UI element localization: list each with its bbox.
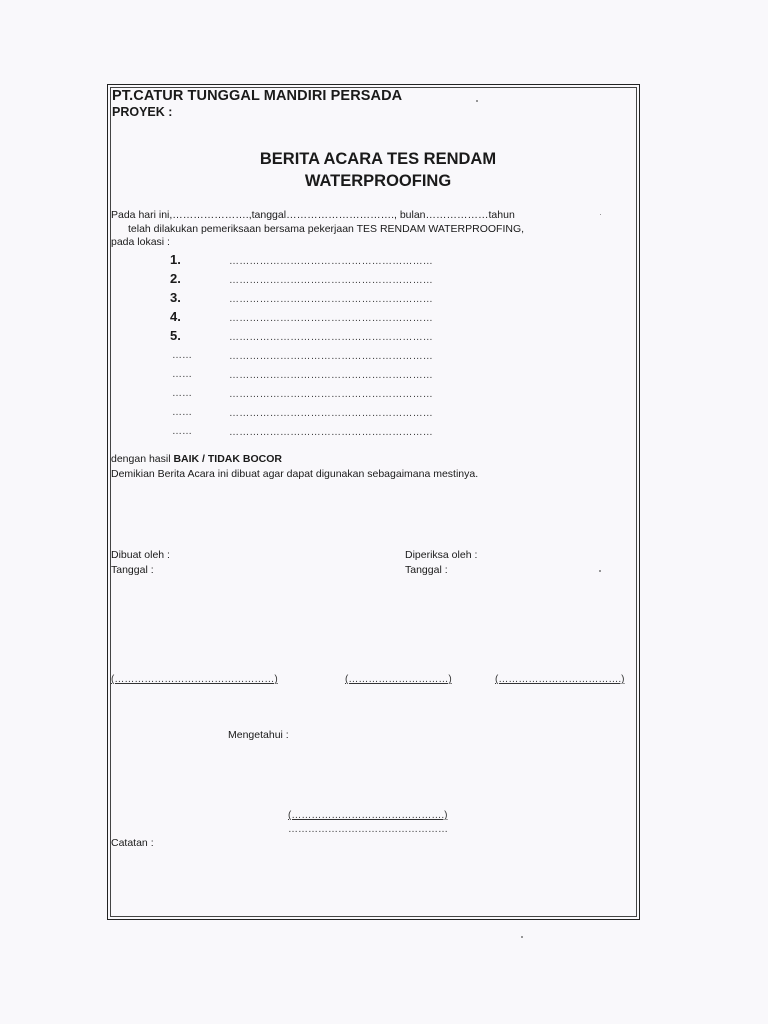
location-number: …… bbox=[172, 369, 192, 380]
intro-line-3: pada lokasi : bbox=[111, 236, 170, 248]
signature-line-2: (…………………………) bbox=[345, 674, 452, 685]
location-blank: …………………………………………………… bbox=[229, 427, 433, 438]
scan-speck bbox=[599, 570, 601, 572]
document-title-line2 bbox=[0, 172, 768, 191]
location-number: 5. bbox=[170, 328, 181, 343]
result-prefix: dengan hasil bbox=[111, 453, 174, 465]
location-number: …… bbox=[172, 388, 192, 399]
location-number: …… bbox=[172, 426, 192, 437]
location-blank: …………………………………………………… bbox=[229, 332, 433, 343]
location-number: 3. bbox=[170, 290, 181, 305]
project-label: PROYEK : bbox=[112, 105, 173, 119]
document-title-line1-text: BERITA ACARA TES RENDAM bbox=[259, 150, 497, 168]
notes-label: Catatan : bbox=[111, 837, 154, 849]
acknowledged-label: Mengetahui : bbox=[228, 729, 289, 741]
date-label-right: Tanggal : bbox=[405, 564, 448, 576]
date-label-left: Tanggal : bbox=[111, 564, 154, 576]
location-number: …… bbox=[172, 407, 192, 418]
scan-speck bbox=[521, 936, 523, 938]
signature-line-1: (…………………………………………) bbox=[111, 674, 278, 685]
location-blank: …………………………………………………… bbox=[229, 275, 433, 286]
scan-speck bbox=[600, 214, 601, 215]
location-blank: …………………………………………………… bbox=[229, 389, 433, 400]
signature-line-4: (……………………………………….) bbox=[288, 810, 448, 821]
intro-line-1: Pada hari ini,………………….,tanggal…………………………., bulan………………tahun bbox=[111, 209, 515, 221]
scan-speck bbox=[476, 100, 478, 102]
location-number: …… bbox=[172, 350, 192, 361]
location-blank: …………………………………………………… bbox=[229, 351, 433, 362]
closing-statement: Demikian Berita Acara ini dibuat agar dapat digunakan sebagaimana mestinya. bbox=[111, 468, 479, 480]
checked-by-label: Diperiksa oleh : bbox=[405, 549, 478, 561]
location-blank: …………………………………………………… bbox=[229, 408, 433, 419]
made-by-label: Dibuat oleh : bbox=[111, 549, 170, 561]
document-title-line1 bbox=[0, 150, 768, 169]
result-line bbox=[111, 453, 282, 465]
company-name: PT.CATUR TUNGGAL MANDIRI PERSADA bbox=[112, 88, 403, 104]
signature-line-4-name: ………………………………………… bbox=[288, 824, 448, 835]
location-blank: …………………………………………………… bbox=[229, 313, 433, 324]
document-title-line2-text: WATERPROOFING bbox=[304, 172, 452, 190]
location-number: 1. bbox=[170, 252, 181, 267]
location-blank: …………………………………………………… bbox=[229, 256, 433, 267]
location-blank: …………………………………………………… bbox=[229, 370, 433, 381]
result-value: BAIK / TIDAK BOCOR bbox=[173, 453, 282, 465]
location-number: 4. bbox=[170, 309, 181, 324]
location-number: 2. bbox=[170, 271, 181, 286]
location-blank: …………………………………………………… bbox=[229, 294, 433, 305]
intro-line-2: telah dilakukan pemeriksaan bersama pekerjaan TES RENDAM WATERPROOFING, bbox=[128, 223, 525, 235]
signature-line-3: (……………………………….) bbox=[495, 674, 625, 685]
